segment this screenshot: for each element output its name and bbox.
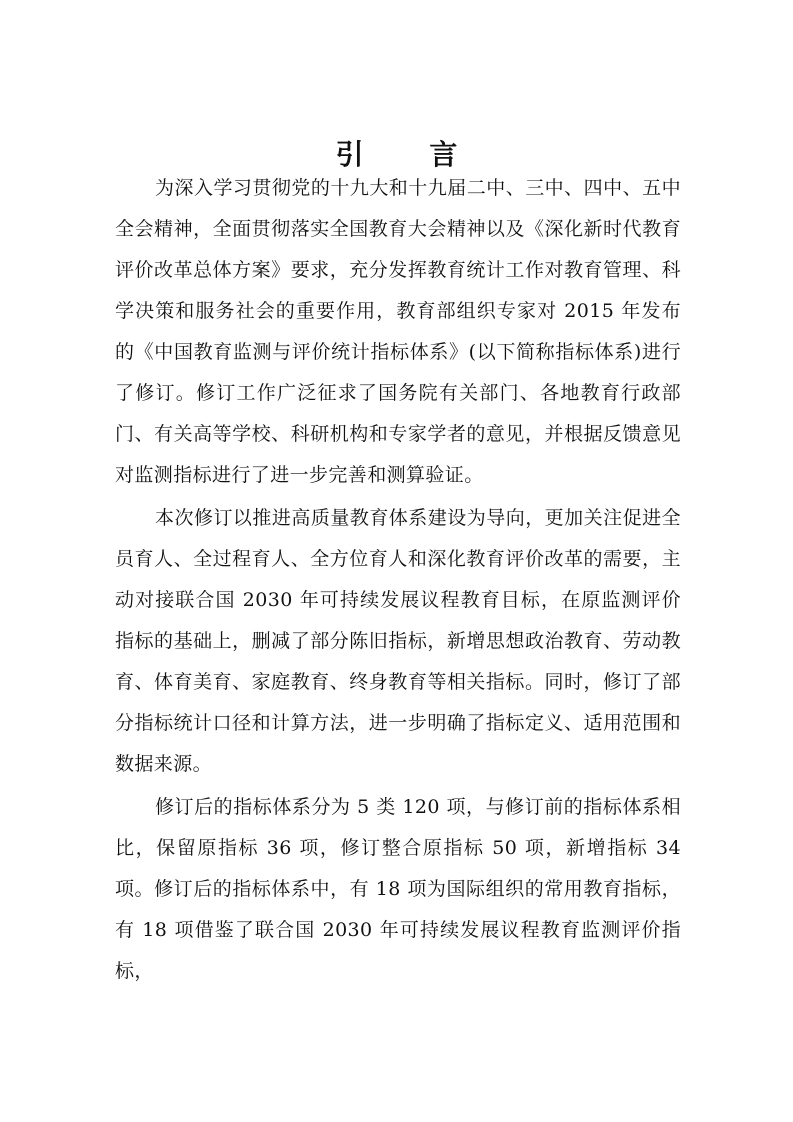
paragraph-3: 修订后的指标体系分为 5 类 120 项，与修订前的指标体系相比，保留原指标 36 项，修订整合原指标 50 项，新增指标 34 项。修订后的指标体系中，有 18 项为国际组织的常用教育指标，有 18 项借鉴了联合国 2030 年可持续发展议程教育监测评价指标， (115, 796, 681, 982)
page-title: 引 言 (335, 137, 486, 171)
paragraph-1: 为深入学习贯彻党的十九大和十九届二中、三中、四中、五中全会精神，全面贯彻落实全国教育大会精神以及《深化新时代教育评价改革总体方案》要求，充分发挥教育统计工作对教育管理、科学决策和服务社会的重要作用，教育部组织专家对 2015 年发布的《中国教育监测与评价统计指标体系》(以下简称指标体系)进行了修订。修订工作广泛征求了国务院有关部门、各地教育行政部门、有关高等学校、科研机构和专家学者的意见，并根据反馈意见对监测指标进行了进一步完善和测算验证。 (115, 177, 681, 486)
paragraph-2: 本次修订以推进高质量教育体系建设为导向，更加关注促进全员育人、全过程育人、全方位育人和深化教育评价改革的需要，主动对接联合国 2030 年可持续发展议程教育目标，在原监测评价指标的基础上，删减了部分陈旧指标，新增思想政治教育、劳动教育、体育美育、家庭教育、终身教育等相关指标。同时，修订了部分指标统计口径和计算方法，进一步明确了指标定义、适用范围和数据来源。 (115, 507, 681, 775)
body-text (115, 168, 681, 992)
